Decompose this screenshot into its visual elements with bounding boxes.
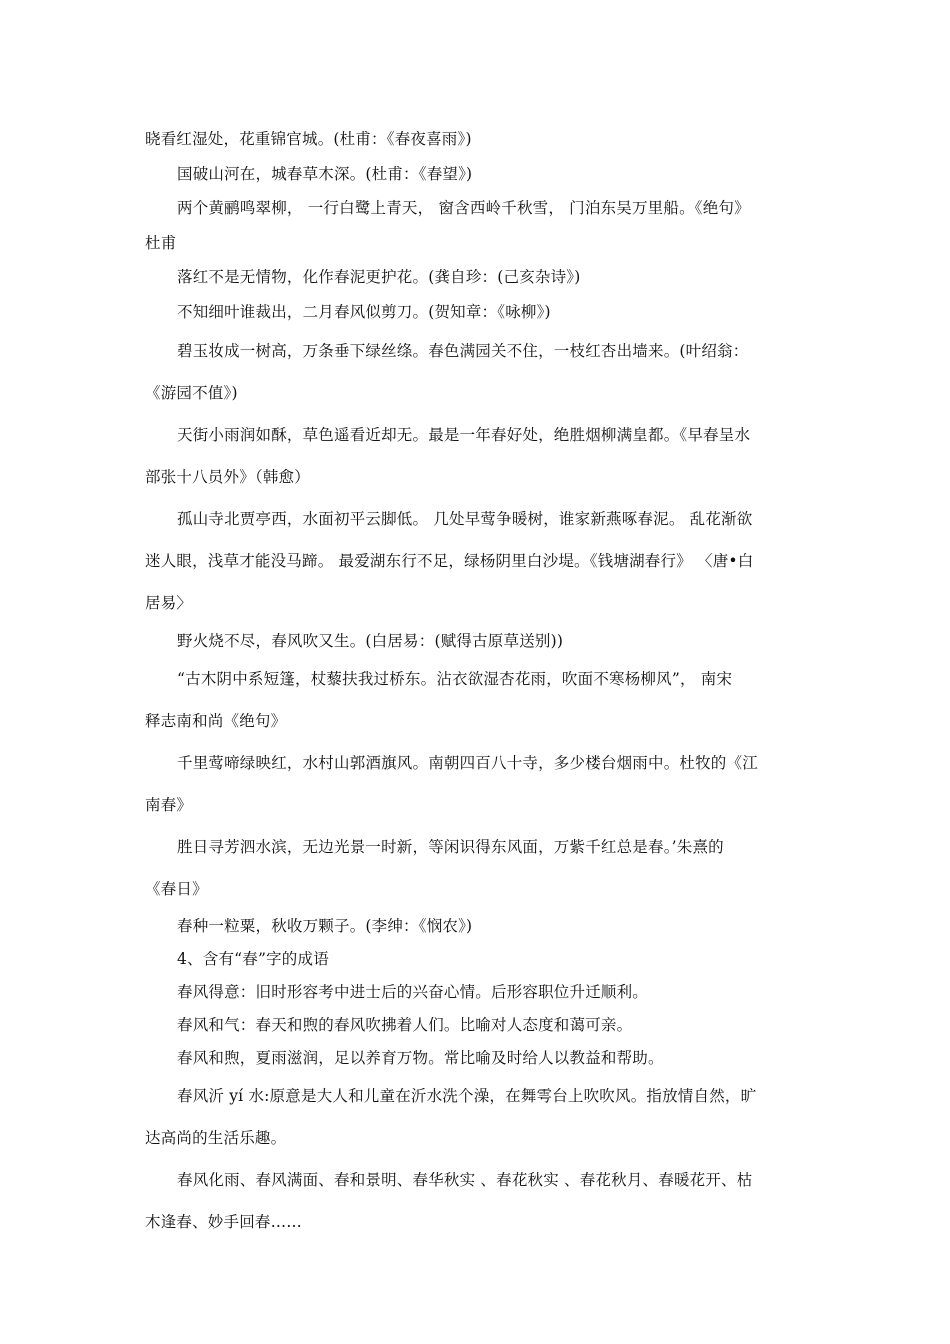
text-line: 野火烧不尽，春风吹又生。(白居易：(赋得古原草送别)): [177, 631, 564, 650]
text-line: 迷人眼，浅草才能没马蹄。 最爱湖东行不足，绿杨阴里白沙堤。《钱塘湖春行》 〈唐•白: [145, 551, 754, 570]
text-line: 国破山河在，城春草木深。(杜甫：《春望》): [177, 164, 473, 183]
text-line: 春风沂 yí 水:原意是大人和儿童在沂水洗个澡，在舞雩台上吹吹风。指放情自然，旷: [177, 1087, 757, 1106]
text-line: 两个黄鹂鸣翠柳， 一行白鹭上青天， 窗含西岭千秋雪， 门泊东吴万里船。《绝句》: [177, 199, 750, 218]
text-line: 千里莺啼绿映红，水村山郭酒旗风。南朝四百八十寺，多少楼台烟雨中。杜牧的《江: [177, 754, 758, 773]
text-line: 杜甫: [145, 233, 177, 252]
text-line: 春风化雨、春风满面、春和景明、春华秋实 、春花秋实 、春花秋月、春暖花开、枯: [177, 1171, 753, 1190]
text-line: 木逢春、妙手回春……: [145, 1213, 303, 1232]
text-line: 春风和气：春天和煦的春风吹拂着人们。比喻对人态度和蔼可亲。: [177, 1016, 633, 1035]
text-line: 孤山寺北贾亭西，水面初平云脚低。 几处早莺争暖树，谁家新燕啄春泥。 乱花渐欲: [177, 509, 753, 528]
document-body: [145, 122, 807, 1243]
text-line: 部张十八员外》（韩愈）: [145, 467, 310, 486]
text-line: 落红不是无情物，化作春泥更护花。(龚自珍：(己亥杂诗》): [177, 268, 581, 287]
text-line: 碧玉妆成一树高，万条垂下绿丝绦。春色满园关不住，一枝红杏出墙来。(叶绍翁：: [177, 341, 749, 360]
text-line: “古木阴中系短篷，杖藜扶我过桥东。沾衣欲湿杏花雨，吹面不寒杨柳风”， 南宋: [177, 670, 733, 689]
text-line: 春风和煦，夏雨滋润，足以养育万物。常比喻及时给人以教益和帮助。: [177, 1049, 664, 1068]
text-line: 胜日寻芳泗水滨，无边光景一时新，等闲识得东风面，万紫千红总是春。’朱熹的: [177, 838, 724, 857]
text-line: 不知细叶谁裁出，二月春风似剪刀。(贺知章：《咏柳》): [177, 302, 551, 321]
text-line: 居易〉: [145, 593, 193, 612]
text-line: 春种一粒粟，秋收万颗子。(李绅：《悯农》): [177, 917, 473, 936]
text-line: 天街小雨润如酥，草色遥看近却无。最是一年春好处，绝胜烟柳满皇都。《早春呈水: [177, 425, 751, 444]
text-line: 《春日》: [145, 880, 208, 899]
text-line: 晓看红湿处，花重锦官城。(杜甫：《春夜喜雨》): [145, 130, 472, 148]
text-line: 达高尚的生活乐趣。: [145, 1129, 287, 1148]
text-line: 《游园不值》): [145, 383, 238, 402]
section-heading: 4、含有“春”字的成语: [177, 950, 329, 969]
text-line: 南春》: [145, 796, 193, 815]
text-line: 释志南和尚《绝句》: [145, 712, 287, 731]
text-line: 春风得意：旧时形容考中进士后的兴奋心情。后形容职位升迁顺利。: [177, 983, 649, 1002]
